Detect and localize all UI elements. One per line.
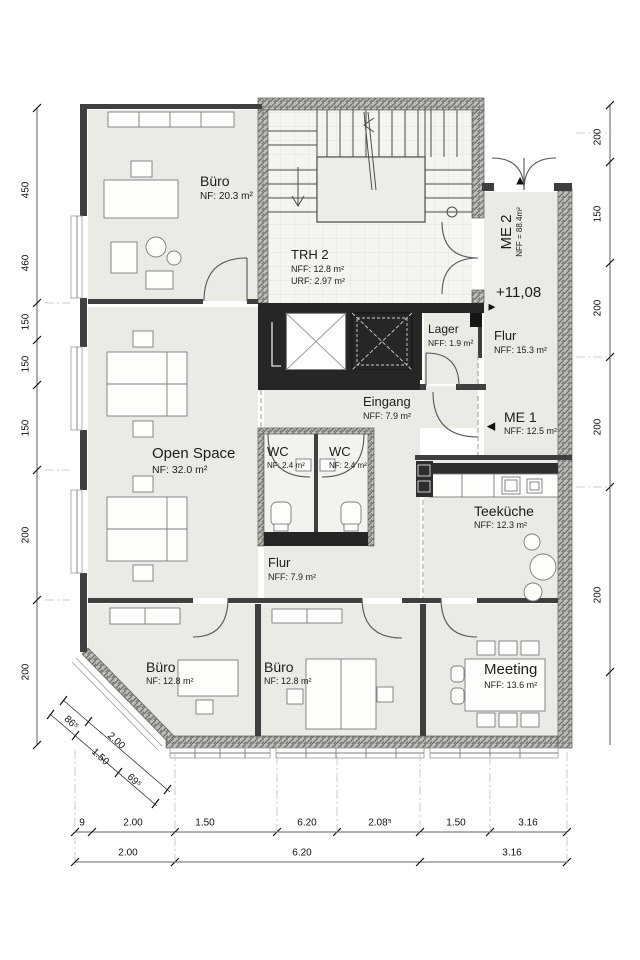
room-area: NF: 12.8 m² [146,676,194,687]
room-area: NFF: 7.9 m² [363,410,412,421]
dim-bottom1-4: 2.08⁵ [368,817,392,829]
room-name: Teeküche [474,503,534,519]
dim-right-4: 200 [592,586,604,604]
room-name: Meeting [484,661,538,678]
room-name: ME 2 [498,214,515,250]
me1-direction-arrow-icon: ◀ [486,420,496,433]
dim-bottom1-0: 9 [79,817,85,829]
room-name: Open Space [152,445,236,462]
dim-diag-0: 86⁵ [61,713,81,733]
room-area: NF: 12.8 m² [264,676,312,687]
dim-left-3: 150 [20,355,32,373]
dim-bottom2-2: 3.16 [502,847,522,859]
dim-bottom2-1: 6.20 [292,847,312,859]
room-area: NF: 20.3 m² [200,191,253,203]
dim-bottom1-1: 2.00 [123,817,143,829]
room-name: Flur [268,555,291,570]
room-name: ME 1 [504,409,537,425]
dim-left-2: 150 [20,313,32,331]
room-name: Flur [494,328,517,343]
dim-right-0: 200 [592,128,604,146]
dim-diag-2: 1.50 [89,746,111,768]
dim-left-5: 200 [20,526,32,544]
dim-diag-3: 69⁵ [124,771,144,791]
room-area: NFF: 15.3 m² [494,344,548,355]
room-name: TRH 2 [291,247,329,262]
room-area: NFF: 12.8 m² [291,263,345,274]
dim-bottom2-0: 2.00 [118,847,138,859]
level-annotation: +11,08 [496,284,542,301]
room-name: Büro [264,659,294,675]
dim-right-2: 200 [592,299,604,317]
room-name: WC [267,444,289,459]
dim-bottom1-2: 1.50 [195,817,215,829]
room-area: NFF: 12.5 m² [504,426,558,437]
room-area: NF: 32.0 m² [152,463,208,476]
dim-bottom1-5: 1.50 [446,817,466,829]
room-area: NF: 2.4 m² [267,460,305,470]
dim-bottom1-6: 3.16 [518,817,538,829]
room-area: NFF: 7.9 m² [268,571,317,582]
room-area: NF: 2.4 m² [329,460,367,470]
room-area: NFF = 88.4m² [515,207,524,257]
room-name: Büro [146,659,176,675]
room-name: Lager [428,322,459,336]
dim-left-6: 200 [20,663,32,681]
level-arrow-icon: ▶ [488,301,496,312]
room-name: Büro [200,173,230,189]
dim-left-1: 460 [20,254,32,272]
room-area2: URF: 2.97 m² [291,275,346,286]
dim-bottom1-3: 6.20 [297,817,317,829]
dim-right-1: 150 [592,205,604,223]
dim-right-3: 200 [592,418,604,436]
dim-diag-1: 2.00 [105,730,127,752]
dim-left-0: 450 [20,181,32,199]
room-name: Eingang [363,394,411,409]
room-name: WC [329,444,351,459]
room-area: NFF: 1.9 m² [428,337,474,348]
room-area: NFF: 12.3 m² [474,520,528,531]
room-area: NFF: 13.6 m² [484,679,538,690]
me2-direction-arrow-icon: ▲ [513,172,527,188]
dim-left-4: 150 [20,419,32,437]
